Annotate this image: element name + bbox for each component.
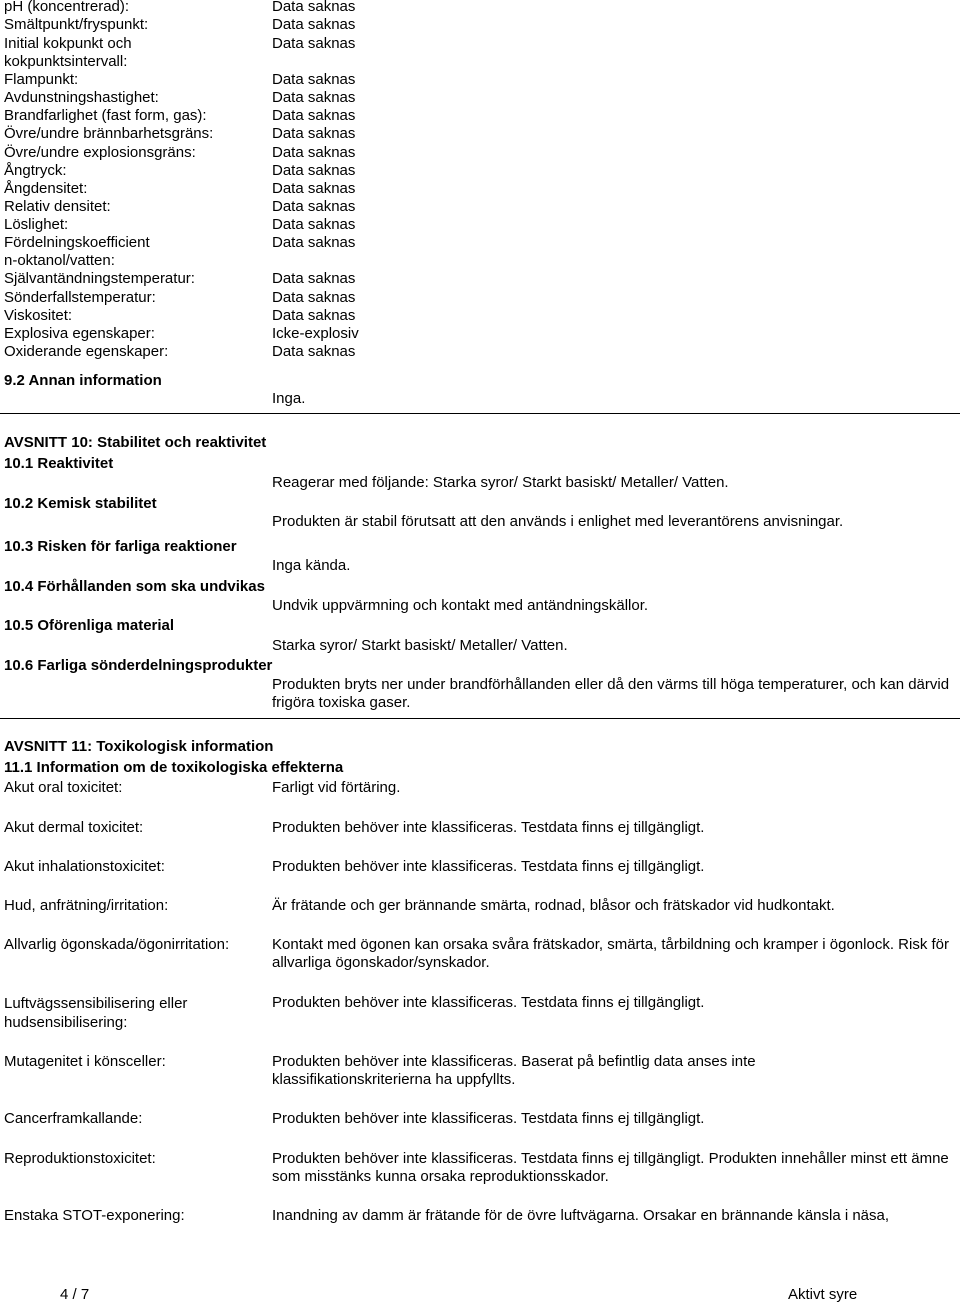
tox-label: Akut inhalationstoxicitet:: [4, 858, 165, 875]
tox-label: Akut dermal toxicitet:: [4, 819, 144, 836]
subsection-heading: 10.2 Kemisk stabilitet: [4, 495, 157, 512]
tox-label: Cancerframkallande:: [4, 1110, 143, 1127]
subsection-text: Produkten bryts ner under brandförhållanden eller då den värms till höga temperaturer, och kan därvid frigöra toxiska gaser.: [272, 676, 950, 711]
property-label: pH (koncentrerad):: [4, 0, 130, 15]
section-divider: [0, 413, 960, 414]
subsection-text: Starka syror/ Starkt basiskt/ Metaller/ Vatten.: [272, 637, 568, 654]
property-value: Data saknas: [272, 198, 356, 215]
tox-text: Produkten behöver inte klassificeras. Testdata finns ej tillgängligt.: [272, 1110, 705, 1127]
property-value: Data saknas: [272, 307, 356, 324]
tox-text: Produkten behöver inte klassificeras. Testdata finns ej tillgängligt. Produkten innehåller minst ett ämne som misstänks kunna orsaka reproduktionsskador.: [272, 1150, 949, 1185]
property-value: Data saknas: [272, 107, 356, 124]
section-divider: [0, 718, 960, 719]
tox-text: Kontakt med ögonen kan orsaka svåra frätskador, smärta, tårbildning och kramper i ögonlock. Risk för allvarliga ögonskador/synskador.: [272, 936, 949, 971]
property-value: Data saknas: [272, 89, 356, 106]
property-label: Flampunkt:: [4, 71, 79, 88]
property-label: n-oktanol/vatten:: [4, 252, 115, 269]
property-label: Sönderfallstemperatur:: [4, 289, 156, 306]
property-label: Löslighet:: [4, 216, 69, 233]
property-label: Övre/undre brännbarhetsgräns:: [4, 125, 214, 142]
property-value: Icke-explosiv: [272, 325, 359, 342]
page-number: 4 / 7: [60, 1286, 90, 1303]
tox-label: Mutagenitet i könsceller:: [4, 1053, 166, 1070]
subsection-heading: 10.4 Förhållanden som ska undvikas: [4, 578, 265, 595]
subsection-text: Produkten är stabil förutsatt att den används i enlighet med leverantörens anvisningar.: [272, 513, 844, 530]
property-label: Explosiva egenskaper:: [4, 325, 155, 342]
tox-label: Hud, anfrätning/irritation:: [4, 897, 169, 914]
subsection-heading: 11.1 Information om de toxikologiska effekterna: [4, 759, 344, 776]
property-value: Data saknas: [272, 343, 356, 360]
property-label: Ångtryck:: [4, 162, 67, 179]
property-label: Brandfarlighet (fast form, gas):: [4, 107, 207, 124]
tox-label: Allvarlig ögonskada/ögonirritation:: [4, 936, 230, 953]
tox-label: Luftvägssensibilisering eller hudsensibilisering:: [4, 995, 188, 1031]
property-value: Data saknas: [272, 16, 356, 33]
property-value: Data saknas: [272, 125, 356, 142]
tox-text: Produkten behöver inte klassificeras. Testdata finns ej tillgängligt.: [272, 819, 705, 836]
subsection-heading: 9.2 Annan information: [4, 372, 162, 389]
tox-text: Är frätande och ger brännande smärta, rodnad, blåsor och frätskador vid hudkontakt.: [272, 897, 835, 914]
property-label: Ångdensitet:: [4, 180, 88, 197]
section-title: AVSNITT 10: Stabilitet och reaktivitet: [4, 434, 267, 451]
property-value: Data saknas: [272, 0, 356, 15]
property-label: Avdunstningshastighet:: [4, 89, 159, 106]
property-label: Självantändningstemperatur:: [4, 270, 195, 287]
subsection-heading: 10.6 Farliga sönderdelningsprodukter: [4, 657, 273, 674]
property-label: Fördelningskoefficient: [4, 234, 150, 251]
product-name: Aktivt syre: [788, 1286, 858, 1303]
subsection-heading: 10.1 Reaktivitet: [4, 455, 114, 472]
property-value: Data saknas: [272, 270, 356, 287]
tox-text: Inandning av damm är frätande för de övre luftvägarna. Orsakar en brännande känsla i näsa,: [272, 1207, 890, 1224]
property-value: Data saknas: [272, 216, 356, 233]
tox-label: Akut oral toxicitet:: [4, 779, 123, 796]
subsection-text: Inga kända.: [272, 557, 351, 574]
property-value: Data saknas: [272, 180, 356, 197]
tox-label: Enstaka STOT-exponering:: [4, 1207, 185, 1224]
property-value: Data saknas: [272, 35, 356, 52]
tox-text: Produkten behöver inte klassificeras. Testdata finns ej tillgängligt.: [272, 994, 705, 1011]
property-value: Data saknas: [272, 144, 356, 161]
property-value: Data saknas: [272, 71, 356, 88]
tox-text: Produkten behöver inte klassificeras. Baserat på befintlig data anses inte klassifikationskriterierna ha uppfyllts.: [272, 1053, 756, 1088]
property-label: Oxiderande egenskaper:: [4, 343, 169, 360]
subsection-text: Reagerar med följande: Starka syror/ Starkt basiskt/ Metaller/ Vatten.: [272, 474, 729, 491]
property-label: Relativ densitet:: [4, 198, 111, 215]
section-title: AVSNITT 11: Toxikologisk information: [4, 738, 274, 755]
property-label: Viskositet:: [4, 307, 73, 324]
tox-label: Reproduktionstoxicitet:: [4, 1150, 156, 1167]
subsection-heading: 10.5 Oförenliga material: [4, 617, 175, 634]
property-label: Initial kokpunkt och: [4, 35, 132, 52]
subsection-text: Inga.: [272, 390, 306, 407]
property-value: Data saknas: [272, 162, 356, 179]
tox-text: Farligt vid förtäring.: [272, 779, 401, 796]
property-label: kokpunktsintervall:: [4, 53, 128, 70]
property-label: Smältpunkt/fryspunkt:: [4, 16, 149, 33]
subsection-heading: 10.3 Risken för farliga reaktioner: [4, 538, 237, 555]
tox-text: Produkten behöver inte klassificeras. Testdata finns ej tillgängligt.: [272, 858, 705, 875]
property-value: Data saknas: [272, 234, 356, 251]
property-value: Data saknas: [272, 289, 356, 306]
property-label: Övre/undre explosionsgräns:: [4, 144, 196, 161]
subsection-text: Undvik uppvärmning och kontakt med antändningskällor.: [272, 597, 649, 614]
